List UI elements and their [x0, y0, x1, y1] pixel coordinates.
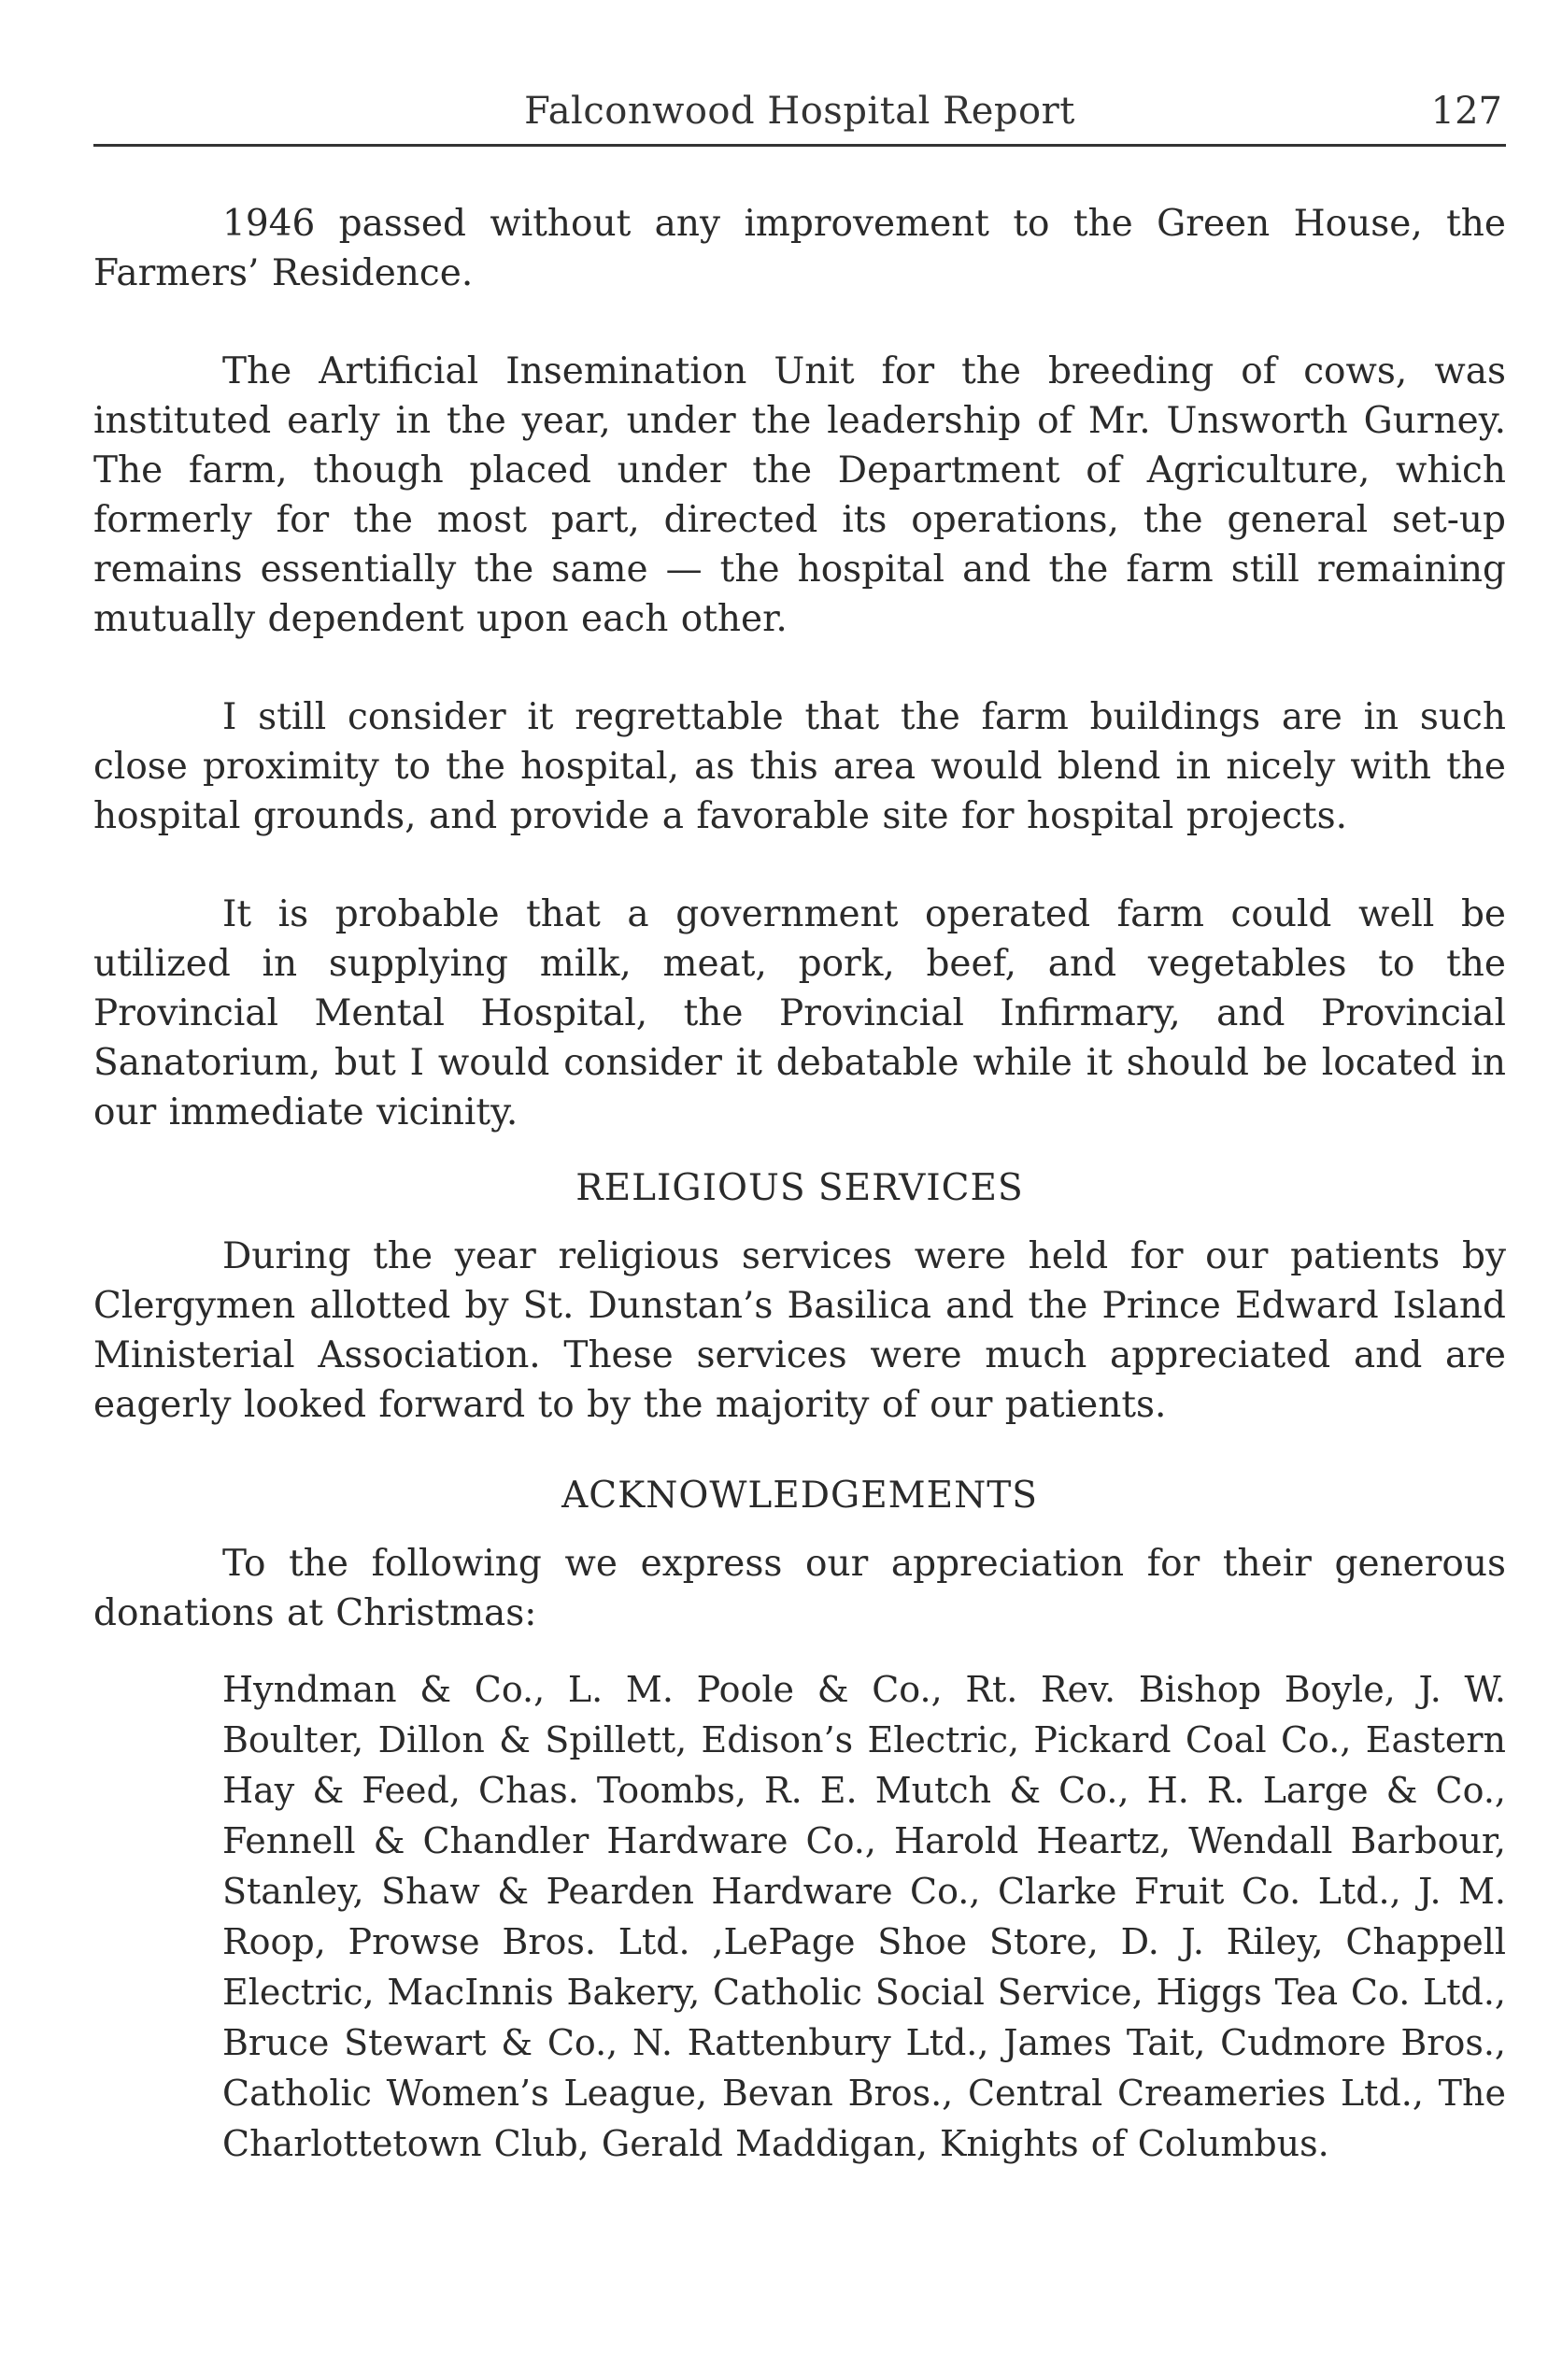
heading-acknowledgements: ACKNOWLEDGEMENTS	[561, 1475, 1038, 1517]
report-page	[93, 84, 1506, 2169]
paragraph-green-house: 1946 passed without any improvement to the Green House, the Farmers’ Residence.	[93, 203, 1506, 294]
running-head	[93, 84, 1506, 147]
paragraph-acknowledgements-intro: To the following we express our appreciation for their generous donations at Christmas:	[93, 1543, 1506, 1634]
heading-religious-services: RELIGIOUS SERVICES	[575, 1167, 1024, 1209]
page-number: 127	[1430, 90, 1502, 133]
paragraph-farm-buildings: I still consider it regrettable that the farm buildings are in such close proximity to the hospital, as this area would blend in nicely with the hospital grounds, and provide a favorable site for hospital projects.	[93, 696, 1506, 837]
page-content	[93, 199, 1506, 2169]
paragraph-religious-services: During the year religious services were held for our patients by Clergymen allotted by St. Dunstan’s Basilica and the Prince Edward Island Ministerial Association. These services were much appreciated and are eagerly looked forward to by the majority of our patients.	[93, 1235, 1506, 1426]
donor-list: Hyndman & Co., L. M. Poole & Co., Rt. Rev. Bishop Boyle, J. W. Boulter, Dillon & Spillett, Edison’s Electric, Pickard Coal Co., Eastern Hay & Feed, Chas. Toombs, R. E. Mutch & Co., H. R. Large & Co., Fennell & Chandler Hardware Co., Harold Heartz, Wendall Barbour, Stanley, Shaw & Pearden Hardware Co., Clarke Fruit Co. Ltd., J. M. Roop, Prowse Bros. Ltd. ,LePage Shoe Store, D. J. Riley, Chappell Electric, MacInnis Bakery, Catholic Social Service, Higgs Tea Co. Ltd., Bruce Stewart & Co., N. Rattenbury Ltd., James Tait, Cudmore Bros., Catholic Women’s League, Bevan Bros., Central Creameries Ltd., The Charlottetown Club, Gerald Maddigan, Knights of Columbus.	[222, 1669, 1506, 2164]
paragraph-government-farm: It is probable that a government operated farm could well be utilized in supplying milk, meat, pork, beef, and vegetables to the Provincial Mental Hospital, the Provincial Infirmary, and Provincial Sanatorium, but I would consider it debatable while it should be located in our immediate vicinity.	[93, 893, 1506, 1133]
paragraph-insemination-unit: The Artificial Insemination Unit for the breeding of cows, was instituted early in the year, under the leadership of Mr. Unsworth Gurney. The farm, though placed under the Department of Agriculture, which formerly for the most part, directed its operations, the general set-up remains essentially the same — the hospital and the farm still remaining mutually dependent upon each other.	[93, 350, 1506, 640]
running-title: Falconwood Hospital Report	[524, 90, 1075, 133]
